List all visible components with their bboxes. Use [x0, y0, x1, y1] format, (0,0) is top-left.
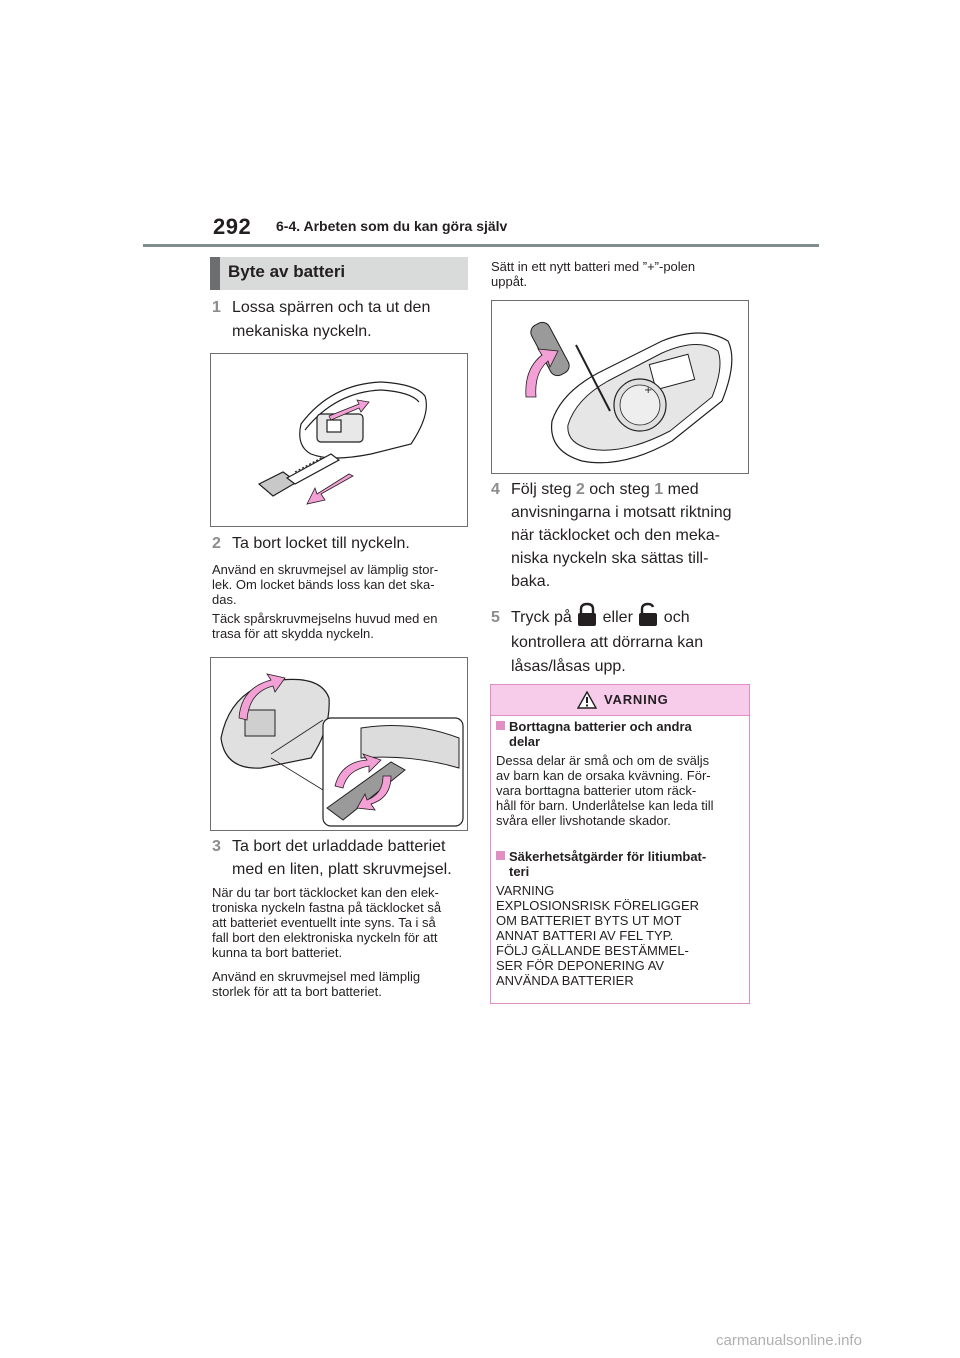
section-title: 6-4. Arbeten som du kan göra själv: [276, 218, 508, 234]
step-1: [212, 296, 430, 320]
figure-remove-cover: [210, 657, 468, 831]
text-line: VARNING: [496, 883, 555, 898]
step-4-line3: när täcklocket och den meka-: [511, 527, 720, 544]
note-line: lek. Om locket bänds loss kan det ska-: [212, 577, 435, 592]
step-4-line4: niska nyckeln ska sättas till-: [511, 550, 709, 567]
note-line: das.: [212, 592, 237, 607]
heading-title: Byte av batteri: [228, 262, 346, 281]
text-line: FÖLJ GÄLLANDE BESTÄMMEL-: [496, 943, 689, 958]
note-line: kunna ta bort batteriet.: [212, 945, 343, 960]
header-rule: [143, 244, 819, 247]
step-4: [491, 478, 699, 502]
heading-bar: [210, 257, 220, 290]
note-step2-b: [212, 611, 437, 641]
text-line: Dessa delar är små och om de sväljs: [496, 753, 710, 768]
step-number: 2: [212, 535, 221, 552]
note-line: Använd en skruvmejsel av lämplig stor-: [212, 562, 439, 577]
note-line: Sätt in ett nytt batteri med ”+”-polen: [491, 259, 696, 274]
warning-text: [496, 883, 746, 988]
svg-text:+: +: [644, 385, 653, 396]
page-number: 292: [213, 214, 252, 239]
step-text: Ta bort det urladdade batteriet: [232, 838, 446, 855]
bullet-square: [496, 721, 505, 730]
note-line: trasa för att skydda nyckeln.: [212, 626, 374, 641]
note-step2-a: [212, 562, 438, 607]
step-text: med: [667, 481, 699, 498]
figure-remove-battery: [491, 300, 749, 474]
text-line: OM BATTERIET BYTS UT MOT: [496, 913, 682, 928]
step-ref: 2: [575, 481, 585, 498]
note-line: fall bort den elektroniska nyckeln för att: [212, 930, 438, 945]
warning-text: [496, 753, 746, 828]
step-2: [212, 532, 410, 556]
text-line: ANVÄNDA BATTERIER: [496, 973, 634, 988]
text-line: ANNAT BATTERI AV FEL TYP.: [496, 928, 674, 943]
step-number: 1: [212, 299, 221, 316]
note-line: uppåt.: [491, 274, 528, 289]
step-4-line2: anvisningarna i motsatt riktning: [511, 504, 732, 521]
note-insert-battery: [491, 259, 695, 289]
text-line: SER FÖR DEPONERING AV: [496, 958, 665, 973]
warning-section-1: [496, 719, 746, 828]
warning-box: [490, 684, 750, 1004]
step-text: och steg: [589, 481, 650, 498]
text-line: vara borttagna batterier utom räck-: [496, 783, 697, 798]
step-1-cont: mekaniska nyckeln.: [232, 323, 372, 340]
footer-watermark: carmanualsonline.info: [716, 1332, 862, 1349]
step-ref: 1: [654, 481, 664, 498]
figure-remove-mechanical-key: [210, 353, 468, 527]
text-line: EXPLOSIONSRISK FÖRELIGGER: [496, 898, 699, 913]
step-text: Lossa spärren och ta ut den: [232, 299, 431, 316]
step-text: Tryck på: [511, 609, 572, 626]
step-5-line3: låsas/låsas upp.: [511, 658, 626, 675]
step-text: eller: [602, 609, 633, 626]
step-text: och: [663, 609, 690, 626]
step-3: [212, 835, 445, 859]
warning-section-2: [496, 849, 746, 988]
step-number: 5: [491, 609, 500, 626]
subheading-line: delar: [509, 734, 541, 749]
step-3-cont: med en liten, platt skruvmejsel.: [232, 861, 452, 878]
subheading-line: Borttagna batterier och andra: [509, 719, 692, 734]
step-number: 3: [212, 838, 221, 855]
note-line: Täck spårskruvmejselns huvud med en: [212, 611, 438, 626]
warning-title: VARNING: [604, 692, 669, 707]
subheading-line: teri: [509, 864, 530, 879]
warning-subheading: [496, 849, 746, 864]
step-5-line2: kontrollera att dörrarna kan: [511, 634, 704, 651]
text-line: håll för barn. Underlåtelse kan leda till: [496, 798, 714, 813]
note-step3-b: [212, 969, 420, 999]
step-number: 4: [491, 481, 500, 498]
note-line: att batteriet eventuellt inte syns. Ta i så: [212, 915, 436, 930]
note-line: storlek för att ta bort batteriet.: [212, 984, 382, 999]
note-step3-a: [212, 885, 441, 960]
subheading-line: Säkerhetsåtgärder för litiumbat-: [509, 849, 707, 864]
text-line: av barn kan de orsaka kvävning. För-: [496, 768, 711, 783]
step-4-line5: baka.: [511, 573, 551, 590]
step-text: Följ steg: [511, 481, 572, 498]
bullet-square: [496, 851, 505, 860]
note-line: När du tar bort täcklocket kan den elek-: [212, 885, 439, 900]
warning-triangle-icon: [577, 691, 597, 709]
warning-header: [491, 685, 749, 716]
text-line: svåra eller livshotande skador.: [496, 813, 671, 828]
note-line: troniska nyckeln fastna på täcklocket så: [212, 900, 442, 915]
note-line: Använd en skruvmejsel med lämplig: [212, 969, 421, 984]
step-text: Ta bort locket till nyckeln.: [232, 535, 410, 552]
warning-subheading: [496, 719, 746, 734]
